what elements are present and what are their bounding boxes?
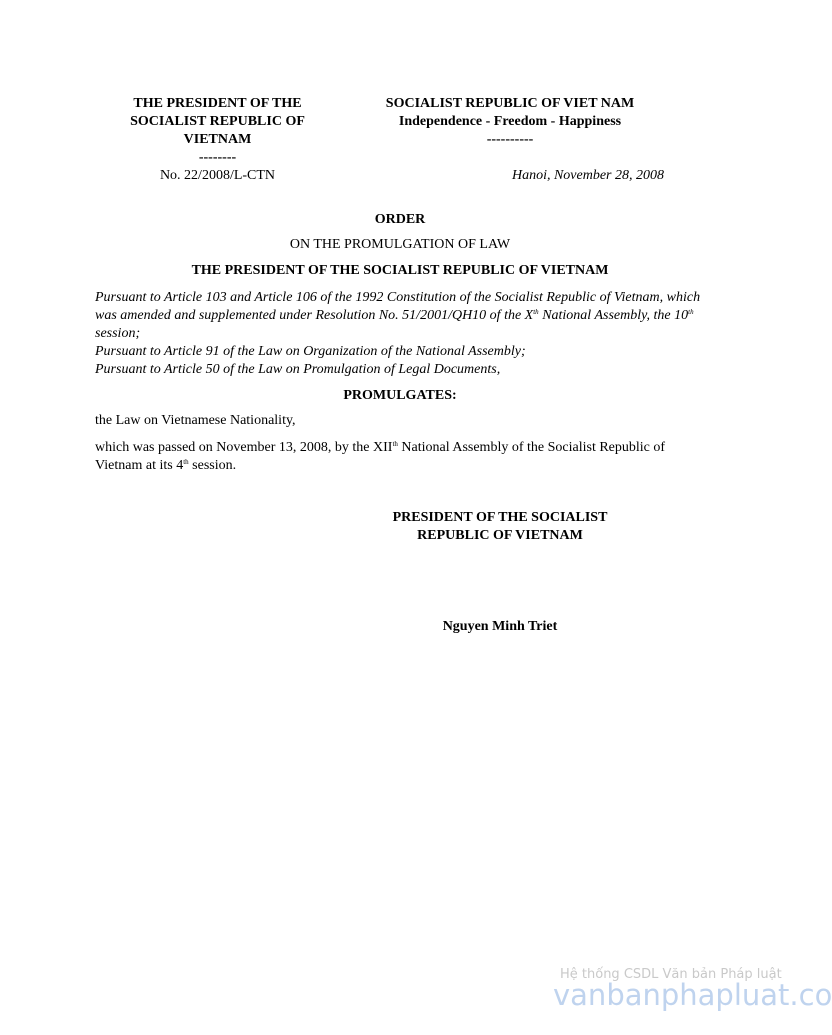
pursuant-clause: Pursuant to Article 91 of the Law on Organization of the National Assembly; bbox=[95, 344, 526, 359]
pursuant-clause: Pursuant to Article 103 and Article 106 of the 1992 Constitution of the Socialist Republic of Vietnam, which was amended and supplemented under Resolution No. 51/2001/QH10 of the Xth National Assembly, the 10th session; bbox=[95, 290, 701, 341]
issuer-line: THE PRESIDENT OF THE bbox=[133, 96, 302, 111]
document-subtitle: ON THE PROMULGATION OF LAW bbox=[289, 237, 511, 252]
watermark-caption: Hệ thống CSDL Văn bản Pháp luật bbox=[560, 967, 782, 982]
passage-statement: which was passed on November 13, 2008, by the XIIth National Assembly of the Socialist Republic of Vietnam at its 4th session. bbox=[95, 440, 666, 473]
national-motto: Independence - Freedom - Happiness bbox=[398, 114, 622, 129]
promulgates-heading: PROMULGATES: bbox=[343, 388, 457, 403]
watermark-site: vanbanphapluat.co bbox=[553, 978, 832, 1012]
place-date: Hanoi, November 28, 2008 bbox=[511, 168, 664, 183]
signer-name: Nguyen Minh Triet bbox=[442, 619, 558, 634]
issuer-line: SOCIALIST REPUBLIC OF bbox=[130, 114, 305, 129]
country-name: SOCIALIST REPUBLIC OF VIET NAM bbox=[385, 96, 635, 111]
document-number: No. 22/2008/L-CTN bbox=[159, 168, 276, 183]
issuer-line: VIETNAM bbox=[183, 132, 252, 147]
issuer-heading: THE PRESIDENT OF THE SOCIALIST REPUBLIC OF VIETNAM bbox=[191, 263, 609, 278]
issuer-rule: -------- bbox=[198, 150, 237, 165]
national-heading bbox=[355, 95, 665, 149]
issuer-block bbox=[110, 95, 325, 167]
motto-rule: ---------- bbox=[486, 132, 534, 147]
pursuant-clause: Pursuant to Article 50 of the Law on Promulgation of Legal Documents, bbox=[95, 362, 501, 377]
signature-title: PRESIDENT OF THE SOCIALIST REPUBLIC OF VIETNAM bbox=[392, 510, 608, 543]
pursuant-clauses bbox=[95, 289, 705, 379]
law-name: the Law on Vietnamese Nationality, bbox=[95, 413, 296, 428]
document-title: ORDER bbox=[374, 212, 426, 227]
